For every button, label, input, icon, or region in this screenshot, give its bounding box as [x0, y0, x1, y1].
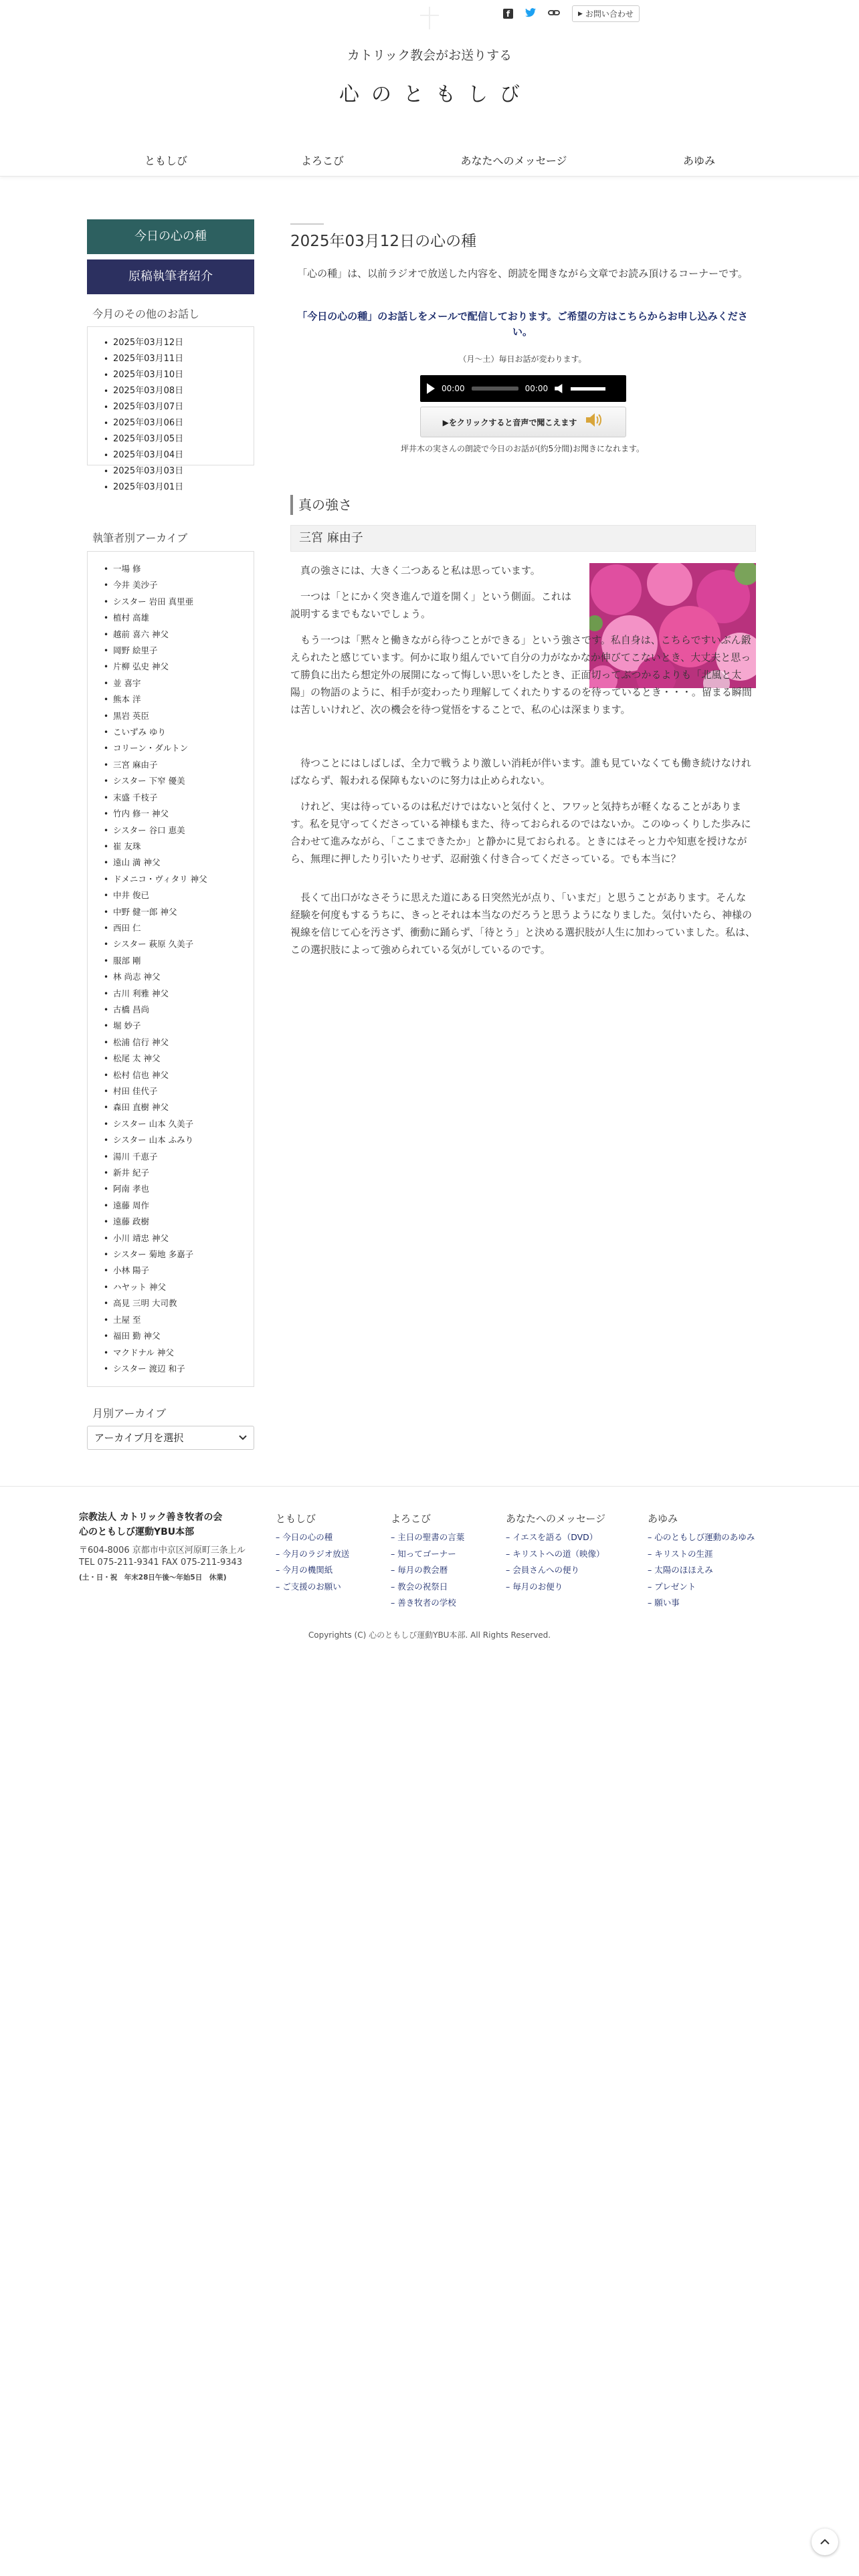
- site-title[interactable]: 心のともしび: [339, 83, 532, 106]
- copyright: Copyrights (C) 心のともしび運動YBU本部. All Rights Reserved.: [308, 1630, 551, 1640]
- author-link[interactable]: • 松浦 信行 神父: [102, 1035, 247, 1051]
- footer-hours: (土・日・祝 年末28日午後〜年始5日 休業): [79, 1574, 227, 1582]
- volume-slider[interactable]: [571, 387, 605, 391]
- intro-text: 「心の種」は、以前ラジオで放送した内容を、朗読を聞きながら文章でお読み頂けるコーナーです。: [297, 267, 748, 280]
- article-paragraph: けれど、実は待っているのは私だけではないと気付くと、フワッと気持ちが軽くなることがあります。私を見守ってくださっている神様もまた、待っておられるのではないか。このゆっくりした歩みに合わせて進みながら、「ここまできたか」と静かに見ておられる。ときにはそっと力や知恵を授けながら、無理に押したり引いたりせず、忍耐強く付き合ってくださっている。でも本当に？: [290, 800, 751, 865]
- author-link[interactable]: • シスター 岩田 真里亜: [102, 594, 247, 610]
- footer-link[interactable]: – 今日の心の種: [276, 1532, 333, 1542]
- nav-item-ayumi[interactable]: あゆみ: [682, 154, 715, 167]
- author-link[interactable]: • 古橋 昌尚: [102, 1002, 247, 1018]
- cross-decoration: [420, 7, 439, 29]
- contact-button-label: お問い合わせ: [585, 9, 634, 19]
- contact-button[interactable]: [572, 5, 640, 22]
- chevron-down-icon: [239, 1426, 247, 1449]
- footer-link[interactable]: – 知ってゴーナー: [391, 1548, 456, 1559]
- author-link[interactable]: • 三宮 麻由子: [102, 757, 247, 773]
- monthly-archive-select[interactable]: [87, 1426, 254, 1450]
- author-link[interactable]: • シスター 下窄 優美: [102, 773, 247, 789]
- player-current-time: 00:00: [442, 384, 465, 393]
- player-progress-bar[interactable]: [472, 387, 518, 391]
- article-paragraph-text: もう一つは「黙々と働きながら待つことができる」という強さです。私自身は、こちらですいぶん鍛えられたと感じています。何かに取り組んでいて自分の力がなかなか伸びてこないとき、大丈夫と思って勝負に出たら想定外の展開になって悔しい思いをしたとき、正面切ってぶつかるよりも「北風と太陽」の物語のように、相手が変わったり理解してくれたりするのを待っているとき・・・。留まる瞬間は苦しいけれど、次の機会を待つ覚悟をすることで、私の心は深まります。: [290, 634, 752, 716]
- footer-link[interactable]: – 教会の祝祭日: [391, 1581, 448, 1592]
- author-link[interactable]: • 湯川 千恵子: [102, 1149, 247, 1165]
- other-stories-heading: 今月のその他のお話し: [92, 308, 200, 320]
- link-icon[interactable]: [548, 7, 560, 21]
- author-link[interactable]: • 竹内 修一 神父: [102, 806, 247, 822]
- recent-story-link[interactable]: • 2025年03月07日: [102, 399, 247, 415]
- voice-play-button[interactable]: [420, 407, 626, 437]
- footer-col-message: [506, 1529, 604, 1595]
- article-author: 三宮 麻由子: [290, 525, 756, 552]
- arrow-up-icon: [820, 2539, 830, 2545]
- author-link[interactable]: • 岡野 絵里子: [102, 643, 247, 659]
- nav-item-message[interactable]: あなたへのメッセージ: [460, 154, 567, 167]
- author-link[interactable]: • 土屋 至: [102, 1312, 247, 1328]
- author-link[interactable]: • 植村 高雄: [102, 610, 247, 626]
- author-link[interactable]: • 西田 仁: [102, 920, 247, 936]
- schedule-note: （月〜土）毎日お話が変わります。: [458, 354, 587, 364]
- site-tagline: カトリック教会がお送りする: [347, 48, 512, 63]
- author-archive-list: [87, 551, 254, 1387]
- footer-col-tomoshibi: [276, 1529, 349, 1595]
- recent-story-link[interactable]: • 2025年03月08日: [102, 383, 247, 399]
- author-link[interactable]: • シスター 山本 久美子: [102, 1116, 247, 1132]
- recent-story-link[interactable]: • 2025年03月10日: [102, 367, 247, 383]
- footer-tel: TEL 075-211-9341 FAX 075-211-9343: [79, 1558, 243, 1568]
- author-link[interactable]: • 古川 利雅 神父: [102, 986, 247, 1002]
- main-nav: [0, 147, 859, 177]
- author-link[interactable]: • 越前 喜六 神父: [102, 627, 247, 643]
- footer-link[interactable]: – イエスを語る（DVD）: [506, 1532, 598, 1542]
- author-link[interactable]: • 遠藤 周作: [102, 1198, 247, 1214]
- title-rule: [290, 223, 324, 225]
- author-link[interactable]: • 松尾 太 神父: [102, 1051, 247, 1067]
- article-paragraph: [290, 631, 756, 718]
- footer-col-yorokobi: [391, 1529, 464, 1612]
- speaker-icon: [585, 412, 603, 432]
- back-to-top-button[interactable]: [812, 2529, 838, 2555]
- author-link[interactable]: • ドメニコ・ヴィタリ 神父: [102, 871, 247, 887]
- author-link[interactable]: • 中井 俊已: [102, 887, 247, 903]
- volume-icon[interactable]: [555, 384, 564, 393]
- footer-link[interactable]: – ご支援のお願い: [276, 1581, 341, 1592]
- recent-story-link[interactable]: • 2025年03月01日: [102, 479, 247, 496]
- footer-link[interactable]: – 主日の聖書の言葉: [391, 1532, 465, 1542]
- monthly-archive-select-value: アーカイブ月を選択: [94, 1432, 184, 1444]
- article-paragraph: 一つは「とにかく突き進んで道を開く」という側面。これは説明するまでもないでしょう。: [290, 591, 572, 620]
- author-link[interactable]: • シスター 萩原 久美子: [102, 936, 247, 952]
- recent-story-link[interactable]: • 2025年03月12日: [102, 335, 247, 351]
- footer-link[interactable]: – 今月のラジオ放送: [276, 1548, 350, 1559]
- play-icon[interactable]: [427, 383, 435, 394]
- author-link[interactable]: • シスター 菊地 多嘉子: [102, 1247, 247, 1263]
- article-paragraph: 長くて出口がなさそうに思えた道にある日突然光が点り、「いまだ」と思うことがあります。そんな経験を何度もするうちに、きっとそれは本当なのだろうと思うようになりました。気付いたら、神様の視線を信じて心を汚さず、衝動に踊らず、「待とう」と決める選択肢が人生に加わっていました。私は、この選択肢によって強められている気がしているのです。: [290, 891, 755, 956]
- footer-address: 〒604-8006 京都市中京区河原町三条上ル: [79, 1545, 246, 1555]
- mail-subscribe-link[interactable]: 「今日の心の種」のお話しをメールで配信しております。ご希望の方はこちらからお申し込みください。: [297, 310, 748, 338]
- author-link[interactable]: • 高見 三明 大司教: [102, 1295, 247, 1311]
- author-link[interactable]: • 末盛 千枝子: [102, 790, 247, 806]
- author-link[interactable]: • 黒岩 英臣: [102, 708, 247, 724]
- footer-link[interactable]: – 毎月の教会暦: [391, 1565, 448, 1575]
- author-link[interactable]: • 並 喜宇: [102, 675, 247, 691]
- author-archive-heading: 執筆者別アーカイブ: [92, 532, 188, 544]
- nav-item-tomoshibi[interactable]: ともしび: [144, 154, 187, 167]
- author-link[interactable]: • 熊本 洋: [102, 691, 247, 708]
- author-link[interactable]: • シスター 渡辺 和子: [102, 1361, 247, 1377]
- footer-link[interactable]: – 会員さんへの便り: [506, 1565, 579, 1575]
- author-link[interactable]: • ハヤット 神父: [102, 1279, 247, 1295]
- footer-col-heading: ともしび: [276, 1513, 316, 1525]
- author-link[interactable]: • 服部 剛: [102, 953, 247, 969]
- author-link[interactable]: • マクドナル 神父: [102, 1345, 247, 1361]
- author-intro-button[interactable]: 原稿執筆者紹介: [87, 259, 254, 294]
- recent-story-link[interactable]: • 2025年03月11日: [102, 351, 247, 367]
- footer-col-heading: あなたへのメッセージ: [506, 1513, 606, 1525]
- author-link[interactable]: • 中野 健一郎 神父: [102, 904, 247, 920]
- footer-link[interactable]: – キリストへの道（映像）: [506, 1548, 605, 1559]
- audio-player: [420, 375, 626, 402]
- facebook-icon[interactable]: f: [503, 9, 513, 19]
- author-link[interactable]: • 一場 修: [102, 561, 247, 577]
- voice-play-button-label: ▶をクリックすると音声で聞こえます: [442, 417, 577, 427]
- footer-org-line1: 宗教法人 カトリック善き牧者の会: [79, 1512, 223, 1523]
- footer-link[interactable]: – 毎月のお便り: [506, 1581, 563, 1592]
- author-link[interactable]: • 新井 紀子: [102, 1165, 247, 1181]
- footer-col-heading: あゆみ: [648, 1513, 678, 1525]
- today-seed-button[interactable]: 今日の心の種: [87, 219, 254, 254]
- recent-story-link[interactable]: • 2025年03月04日: [102, 447, 247, 463]
- author-link[interactable]: • コリーン・ダルトン: [102, 740, 247, 756]
- twitter-icon[interactable]: [525, 7, 536, 21]
- author-link[interactable]: • 遠藤 政樹: [102, 1214, 247, 1230]
- author-link[interactable]: • 崔 友珠: [102, 839, 247, 855]
- footer-link[interactable]: – 願い事: [648, 1598, 680, 1608]
- author-link[interactable]: • 森田 直樹 神父: [102, 1099, 247, 1115]
- footer-col-heading: よろこび: [391, 1513, 432, 1525]
- author-link[interactable]: • 堀 妙子: [102, 1018, 247, 1034]
- author-link[interactable]: • 小林 陽子: [102, 1263, 247, 1279]
- page-title: 2025年03月12日の心の種: [290, 233, 477, 250]
- reading-caption: 坪井木の実さんの朗読で今日のお話が(約5分間)お聞きになれます。: [400, 444, 645, 453]
- monthly-archive-heading: 月別アーカイブ: [92, 1407, 167, 1420]
- footer-org-line2: 心のともしび運動YBU本部: [79, 1527, 195, 1537]
- footer-link[interactable]: – プレゼント: [648, 1581, 696, 1592]
- player-duration: 00:00: [524, 384, 549, 393]
- header-social-links: [503, 5, 640, 22]
- recent-story-link[interactable]: • 2025年03月03日: [102, 463, 247, 479]
- article-paragraph: 真の強さには、大きく二つあると私は思っています。: [300, 564, 541, 576]
- author-link[interactable]: • 林 尚志 神父: [102, 969, 247, 985]
- article-title: 真の強さ: [290, 495, 352, 515]
- footer-link[interactable]: – 今月の機関紙: [276, 1565, 333, 1575]
- footer-link[interactable]: – 善き牧者の学校: [391, 1598, 456, 1608]
- footer-org: [79, 1510, 222, 1539]
- footer-link[interactable]: – キリストの生涯: [648, 1548, 713, 1559]
- nav-item-yorokobi[interactable]: よろこび: [300, 154, 344, 167]
- footer-col-ayumi: [648, 1529, 755, 1612]
- author-link[interactable]: • シスター 谷口 恵美: [102, 823, 247, 839]
- article-paragraph: 待つことにはしばしば、全力で戦うより激しい消耗が伴います。誰も見ていなくても働き続けなければならず、報われる保障もないのに努力は止められない。: [290, 757, 751, 786]
- author-link[interactable]: • 村田 佳代子: [102, 1083, 247, 1099]
- author-link[interactable]: • 今井 美沙子: [102, 577, 247, 593]
- author-link[interactable]: • こいずみ ゆり: [102, 724, 247, 740]
- author-link[interactable]: • 松村 信也 神父: [102, 1067, 247, 1083]
- footer-link[interactable]: – 心のともしび運動のあゆみ: [648, 1532, 755, 1542]
- recent-story-link[interactable]: • 2025年03月06日: [102, 415, 247, 431]
- author-link[interactable]: • 遠山 満 神父: [102, 855, 247, 871]
- author-link[interactable]: • 片柳 弘史 神父: [102, 659, 247, 675]
- author-link[interactable]: • 阿南 孝也: [102, 1181, 247, 1197]
- author-link[interactable]: • 福田 勤 神父: [102, 1328, 247, 1344]
- author-link[interactable]: • 小川 靖忠 神父: [102, 1230, 247, 1247]
- recent-stories-list: [87, 326, 254, 492]
- footer-link[interactable]: – 太陽のほほえみ: [648, 1565, 713, 1575]
- chevron-right-icon: ▶: [578, 10, 583, 17]
- footer-divider: [0, 1486, 859, 1487]
- author-link[interactable]: • シスター 山本 ふみり: [102, 1132, 247, 1148]
- recent-story-link[interactable]: • 2025年03月05日: [102, 431, 247, 447]
